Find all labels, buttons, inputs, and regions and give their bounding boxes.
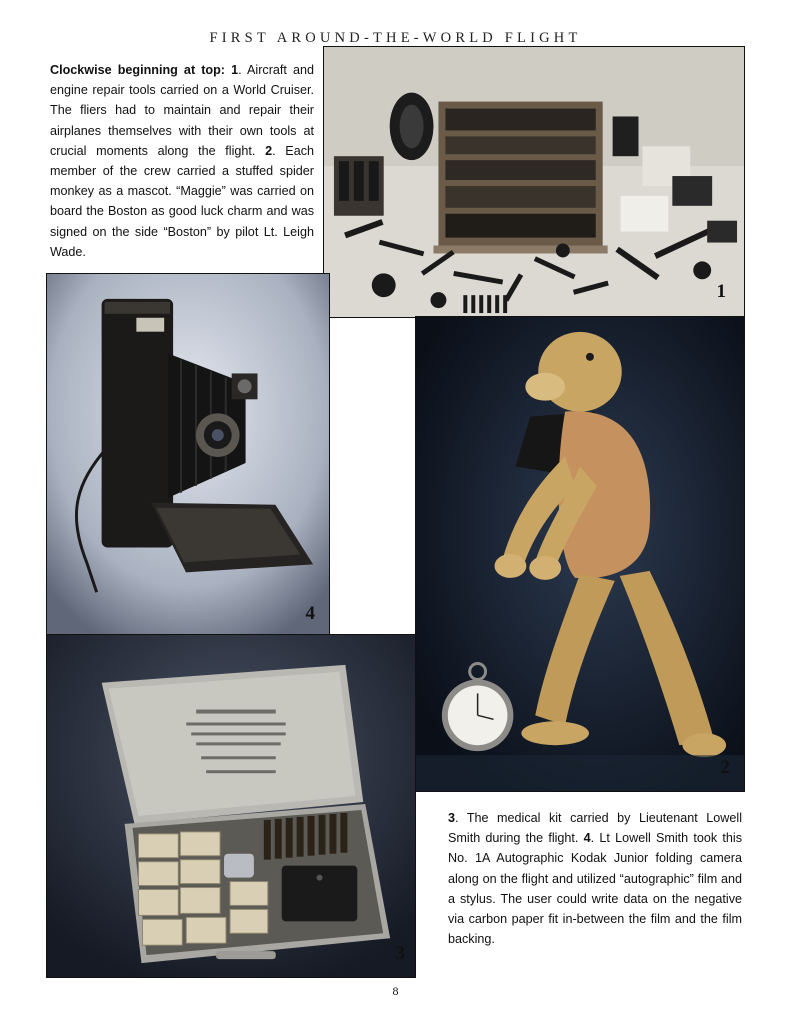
caption-top xyxy=(50,60,314,262)
photo-kodak-camera xyxy=(46,273,330,636)
photo-number-1: 1 xyxy=(716,281,726,302)
kodak-camera-image xyxy=(47,274,329,635)
photo-number-2: 2 xyxy=(720,757,730,778)
photo-number-3: 3 xyxy=(395,943,405,964)
caption-ref-1: 1 xyxy=(231,63,239,77)
page-header: FIRST AROUND-THE-WORLD FLIGHT xyxy=(209,30,582,46)
caption-text-2: . Each member of the crew carried a stuffed spider monkey as a mascot. “Maggie” was carried on board the Boston as good luck charm and was signed on the side “Boston” by pilot Lt. Leigh Wade. xyxy=(50,143,315,259)
monkey-mascot-image xyxy=(416,317,744,791)
page-number: 8 xyxy=(392,984,399,998)
caption-text-4: . Lt Lowell Smith took this No. 1A Autographic Kodak Junior folding camera along on the flight and utilized “autographic” film and a stylus. The user could write data on the negative via carbon paper fit in-between the film and the film backing. xyxy=(448,831,743,947)
caption-bottom xyxy=(448,808,742,949)
medical-kit-image xyxy=(47,635,415,977)
caption-text-3: . The medical kit carried by Lieutenant Lowell Smith during the flight. xyxy=(448,811,742,846)
photo-medical-kit xyxy=(46,634,416,978)
caption-text-1: . Aircraft and engine repair tools carried on a World Cruiser. The fliers had to maintain and repair their airplanes themselves with their own tools at crucial moments along the flight. xyxy=(50,63,314,158)
photo-repair-tools xyxy=(323,46,745,318)
caption-ref-4: 4 xyxy=(583,831,591,846)
caption-ref-2: 2 xyxy=(265,143,273,158)
repair-tools-image xyxy=(324,47,744,317)
photo-monkey-mascot xyxy=(415,316,745,792)
photo-number-4: 4 xyxy=(305,603,315,624)
caption-lead: Clockwise beginning at top: xyxy=(50,63,225,77)
caption-ref-3: 3 xyxy=(448,811,456,825)
